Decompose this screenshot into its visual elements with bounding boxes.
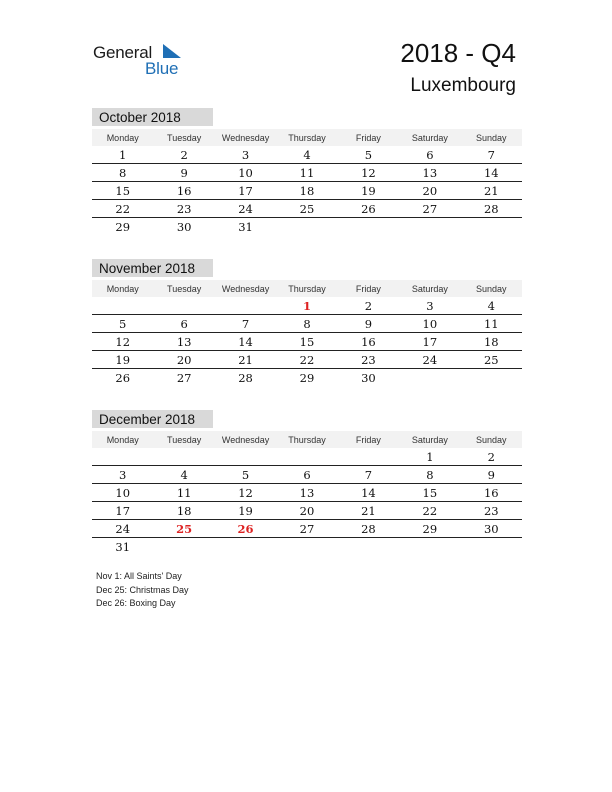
- day-cell: 2: [487, 449, 495, 464]
- week-row: [92, 200, 522, 218]
- day-cell: 11: [483, 316, 499, 331]
- weekday-label: Wednesday: [221, 434, 270, 445]
- day-cell: 19: [115, 352, 131, 367]
- day-cell: 4: [487, 298, 495, 313]
- day-cell: 25: [483, 352, 499, 367]
- weekday-label: Tuesday: [167, 132, 202, 143]
- day-cell: 16: [176, 183, 192, 198]
- day-cell: 26: [115, 370, 131, 385]
- day-cell: 21: [483, 183, 499, 198]
- day-cell: 10: [422, 316, 438, 331]
- day-cell: 10: [238, 165, 253, 180]
- day-cell: 12: [238, 485, 253, 500]
- week-row: [92, 448, 522, 466]
- week-row: [92, 297, 522, 315]
- day-cell: 30: [483, 521, 499, 536]
- week-row: [92, 164, 522, 182]
- day-cell: 18: [176, 503, 192, 518]
- weekday-label: Saturday: [411, 132, 448, 143]
- week-row: [92, 502, 522, 520]
- week-row: [92, 369, 522, 386]
- day-cell: 31: [238, 219, 253, 234]
- weekday-label: Saturday: [411, 283, 448, 294]
- weekday-label: Sunday: [476, 283, 507, 294]
- week-row: [92, 466, 522, 484]
- day-cell: 24: [115, 521, 131, 536]
- weekday-label: Saturday: [411, 434, 448, 445]
- day-cell: 8: [303, 316, 311, 331]
- weekday-label: Thursday: [288, 283, 326, 294]
- day-cell: 28: [483, 201, 499, 216]
- day-cell: 29: [299, 370, 315, 385]
- day-cell: 1: [302, 298, 311, 313]
- day-cell: 13: [299, 485, 315, 500]
- week-row: [92, 218, 522, 235]
- day-cell: 14: [361, 485, 376, 500]
- day-cell: 22: [115, 201, 131, 216]
- day-cell: 29: [422, 521, 438, 536]
- week-row: [92, 351, 522, 369]
- day-cell: 23: [483, 503, 499, 518]
- day-cell: 27: [422, 201, 438, 216]
- day-cell: 17: [422, 334, 438, 349]
- day-cell: 20: [299, 503, 315, 518]
- day-cell: 22: [422, 503, 438, 518]
- day-cell: 3: [119, 467, 127, 482]
- day-cell: 19: [361, 183, 376, 198]
- day-cell: 7: [487, 147, 495, 162]
- week-row: [92, 182, 522, 200]
- day-cell: 24: [422, 352, 438, 367]
- day-cell: 13: [422, 165, 438, 180]
- weekday-label: Thursday: [288, 132, 326, 143]
- day-cell: 7: [364, 467, 373, 482]
- holiday-note: Nov 1: All Saints' Day: [96, 571, 182, 581]
- day-cell: 18: [483, 334, 499, 349]
- weekday-label: Wednesday: [221, 283, 270, 294]
- day-cell: 26: [361, 201, 376, 216]
- page-title: 2018 - Q4: [400, 38, 516, 68]
- day-cell: 1: [426, 449, 434, 464]
- day-cell: 11: [176, 485, 192, 500]
- holiday-note: Dec 25: Christmas Day: [96, 584, 189, 595]
- day-cell: 6: [426, 147, 434, 162]
- country-name: Luxembourg: [410, 75, 516, 96]
- day-cell: 9: [180, 165, 188, 180]
- month-label: October 2018: [92, 108, 213, 126]
- day-cell: 20: [422, 183, 438, 198]
- weekday-label: Monday: [106, 132, 139, 143]
- weekday-label: Sunday: [476, 434, 507, 445]
- weekday-label: Sunday: [476, 132, 507, 143]
- day-cell: 30: [361, 370, 376, 385]
- day-cell: 6: [180, 316, 188, 331]
- day-cell: 17: [115, 503, 131, 518]
- day-cell: 27: [299, 521, 315, 536]
- day-cell: 5: [364, 147, 373, 162]
- day-cell: 2: [364, 298, 373, 313]
- day-cell: 16: [361, 334, 376, 349]
- day-cell: 13: [176, 334, 192, 349]
- logo-text-blue: Blue: [145, 59, 179, 78]
- day-cell: 2: [180, 147, 188, 162]
- day-cell: 18: [299, 183, 315, 198]
- day-cell: 15: [422, 485, 438, 500]
- day-cell: 25: [299, 201, 315, 216]
- day-cell: 15: [299, 334, 315, 349]
- day-cell: 25: [176, 521, 193, 536]
- week-row: [92, 520, 522, 538]
- day-cell: 17: [238, 183, 253, 198]
- day-cell: 16: [483, 485, 499, 500]
- weekday-label: Monday: [106, 283, 139, 294]
- day-cell: 28: [361, 521, 376, 536]
- logo-triangle-icon: [163, 44, 183, 60]
- day-cell: 15: [115, 183, 131, 198]
- week-row: [92, 333, 522, 351]
- day-cell: 8: [119, 165, 127, 180]
- day-cell: 5: [241, 467, 250, 482]
- weekday-label: Friday: [355, 283, 381, 294]
- week-row: [92, 315, 522, 333]
- day-cell: 4: [303, 147, 311, 162]
- weekday-label: Monday: [106, 434, 139, 445]
- month-block: [92, 410, 522, 555]
- day-cell: 26: [237, 521, 254, 536]
- day-cell: 27: [176, 370, 192, 385]
- weekday-label: Friday: [355, 132, 381, 143]
- day-cell: 23: [176, 201, 192, 216]
- day-cell: 9: [364, 316, 373, 331]
- day-cell: 31: [115, 539, 131, 554]
- day-cell: 30: [176, 219, 192, 234]
- day-cell: 6: [303, 467, 311, 482]
- weekday-label: Thursday: [288, 434, 326, 445]
- day-cell: 24: [238, 201, 253, 216]
- day-cell: 3: [241, 147, 250, 162]
- day-cell: 28: [238, 370, 253, 385]
- day-cell: 1: [119, 147, 127, 162]
- logo: [93, 40, 193, 80]
- day-cell: 23: [361, 352, 376, 367]
- month-block: [92, 259, 522, 386]
- holiday-notes: [96, 570, 189, 611]
- week-row: [92, 146, 522, 164]
- day-cell: 7: [241, 316, 250, 331]
- weekday-label: Tuesday: [167, 434, 202, 445]
- day-cell: 19: [238, 503, 253, 518]
- weekday-header-row: [92, 431, 522, 448]
- holiday-note: Dec 26: Boxing Day: [96, 598, 176, 608]
- month-label: December 2018: [92, 410, 213, 428]
- day-cell: 5: [119, 316, 127, 331]
- day-cell: 12: [361, 165, 376, 180]
- day-cell: 21: [361, 503, 376, 518]
- day-cell: 9: [487, 467, 495, 482]
- weekday-label: Wednesday: [221, 132, 270, 143]
- day-cell: 3: [426, 298, 434, 313]
- weekday-label: Friday: [355, 434, 381, 445]
- day-cell: 14: [483, 165, 499, 180]
- day-cell: 20: [176, 352, 192, 367]
- day-cell: 22: [299, 352, 315, 367]
- month-block: [92, 108, 522, 235]
- day-cell: 14: [238, 334, 253, 349]
- day-cell: 11: [299, 165, 315, 180]
- logo-text-general: General: [93, 43, 153, 62]
- day-cell: 10: [115, 485, 131, 500]
- month-label: November 2018: [92, 259, 213, 277]
- day-cell: 21: [238, 352, 253, 367]
- week-row: [92, 484, 522, 502]
- week-row: [92, 538, 522, 555]
- weekday-label: Tuesday: [167, 283, 202, 294]
- day-cell: 12: [115, 334, 131, 349]
- weekday-header-row: [92, 280, 522, 297]
- day-cell: 8: [426, 467, 434, 482]
- day-cell: 29: [115, 219, 131, 234]
- weekday-header-row: [92, 129, 522, 146]
- day-cell: 4: [180, 467, 188, 482]
